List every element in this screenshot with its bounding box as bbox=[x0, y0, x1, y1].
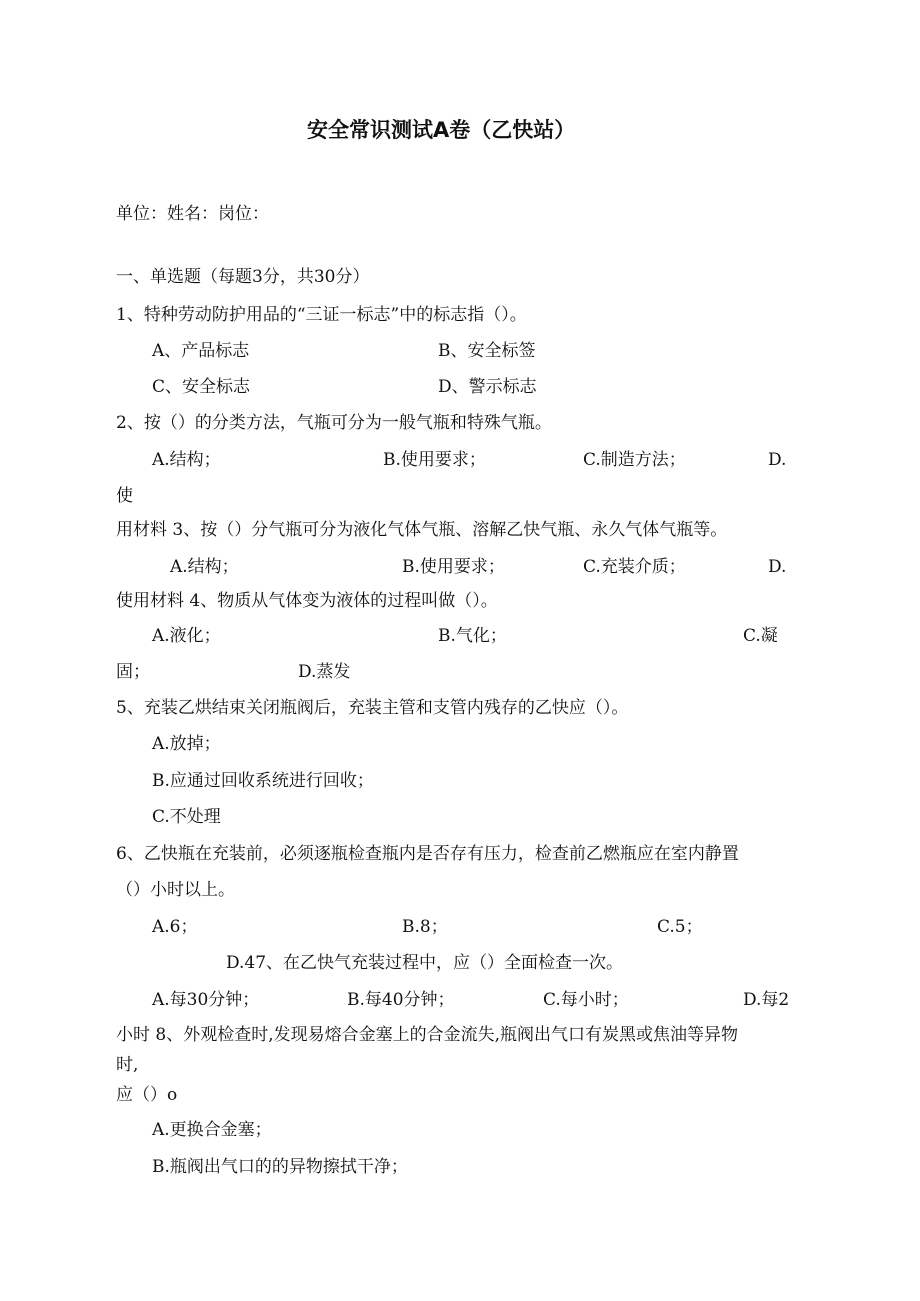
question-4-option-a: A.液化； bbox=[152, 626, 221, 646]
question-4-stem: 使用材料 4、物质从气体变为液体的过程叫做（）。 bbox=[116, 591, 498, 611]
question-1-stem: 1、特种劳动防护用品的“三证一标志”中的标志指（）。 bbox=[116, 305, 527, 325]
question-5-option-a: A.放掉； bbox=[152, 734, 221, 754]
question-5-option-c: C.不处理 bbox=[152, 807, 221, 827]
question-7-stem: D.47、在乙快气充装过程中，应（）全面检查一次。 bbox=[226, 953, 624, 973]
info-line: 单位：姓名：岗位： bbox=[116, 204, 269, 224]
question-8-option-a: A.更换合金塞； bbox=[152, 1120, 272, 1140]
question-6-option-c: C.5； bbox=[657, 917, 703, 937]
question-8-stem-wrap: 时, bbox=[116, 1055, 139, 1075]
question-6-option-a: A.6； bbox=[152, 917, 198, 937]
question-4-option-b: B.气化； bbox=[438, 626, 507, 646]
question-3-option-b: B.使用要求； bbox=[402, 557, 505, 577]
question-4-option-d: D.蒸发 bbox=[298, 662, 351, 682]
page-title: 安全常识测试A卷（乙快站） bbox=[307, 118, 576, 142]
question-2-wrap: 使 bbox=[116, 486, 133, 506]
question-2-option-d: D. bbox=[768, 450, 787, 470]
question-3-option-a: A.结构； bbox=[170, 557, 239, 577]
question-1-option-b: B、安全标签 bbox=[438, 341, 536, 361]
question-8-stem: 小时 8、外观检查时,发现易熔合金塞上的合金流失,瓶阀出气口有炭黑或焦油等异物 bbox=[116, 1025, 739, 1045]
question-4-option-c: C.凝 bbox=[743, 626, 778, 646]
question-7-option-b: B.每40分钟； bbox=[347, 990, 455, 1010]
question-1-option-d: D、警示标志 bbox=[438, 377, 537, 397]
question-3-option-c: C.充装介质； bbox=[583, 557, 686, 577]
question-6-stem-wrap: （）小时以上。 bbox=[116, 880, 235, 900]
question-7-option-c: C.每小时； bbox=[543, 990, 629, 1010]
question-3-stem: 用材料 3、按（）分气瓶可分为液化气体气瓶、溶解乙快气瓶、永久气体气瓶等。 bbox=[116, 520, 728, 540]
question-1-option-a: A、产品标志 bbox=[152, 341, 250, 361]
question-8-option-b: B.瓶阀出气口的的异物擦拭干净； bbox=[152, 1157, 408, 1177]
question-6-stem: 6、乙快瓶在充装前，必须逐瓶检查瓶内是否存有压力，检查前乙燃瓶应在室内静置 bbox=[116, 844, 739, 864]
question-2-option-a: A.结构； bbox=[152, 450, 221, 470]
question-4-option-c-wrap: 固； bbox=[116, 662, 150, 682]
question-6-option-b: B.8； bbox=[402, 917, 448, 937]
question-5-option-b: B.应通过回收系统进行回收； bbox=[152, 771, 374, 791]
question-1-option-c: C、安全标志 bbox=[152, 377, 251, 397]
question-2-stem: 2、按（）的分类方法，气瓶可分为一般气瓶和特殊气瓶。 bbox=[116, 413, 552, 433]
question-7-option-a: A.每30分钟； bbox=[152, 990, 260, 1010]
question-8-stem-end: 应（）o bbox=[116, 1085, 178, 1105]
section-heading: 一、单选题（每题3分，共30分） bbox=[116, 267, 370, 287]
question-5-stem: 5、充装乙烘结束关闭瓶阀后，充装主管和支管内残存的乙快应（）。 bbox=[116, 698, 629, 718]
question-2-option-b: B.使用要求； bbox=[383, 450, 486, 470]
question-2-option-c: C.制造方法； bbox=[583, 450, 686, 470]
question-3-option-d: D. bbox=[768, 557, 787, 577]
question-7-option-d: D.每2 bbox=[743, 990, 790, 1010]
